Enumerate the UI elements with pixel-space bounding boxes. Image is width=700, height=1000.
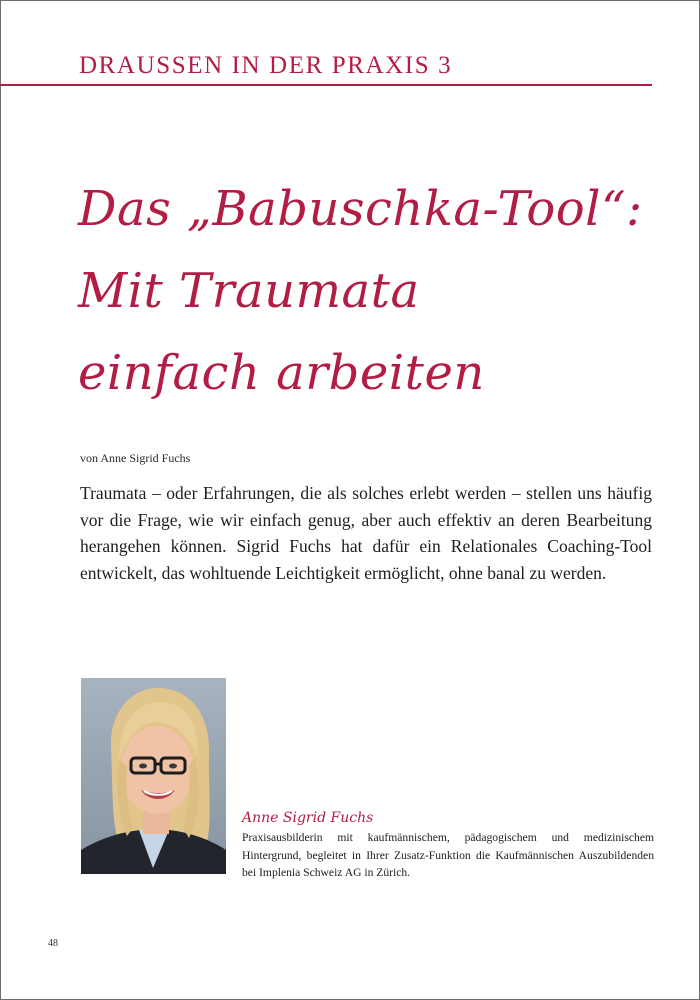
title-line-2: Mit Traumata: [78, 263, 420, 319]
title-line-3: einfach arbeiten: [78, 345, 485, 401]
section-header: DRAUSSEN IN DER PRAXIS 3: [79, 52, 453, 79]
byline: von Anne Sigrid Fuchs: [80, 451, 191, 465]
title-line-1: Das „Babuschka-Tool“:: [78, 181, 643, 237]
page-number: 48: [48, 938, 58, 949]
author-bio: Praxisausbilderin mit kaufmännischem, pädagogischem und medizinischem Hintergrund, begleitet in Ihrer Zusatz-Funktion die Kaufmännischen Auszubildenden bei Implenia Schweiz AG in Zürich.: [242, 831, 654, 879]
article-title: [78, 168, 678, 414]
author-photo: [81, 678, 226, 874]
header-rule: [0, 84, 652, 86]
author-name: Anne Sigrid Fuchs: [242, 810, 374, 826]
lead-paragraph: Traumata – oder Erfahrungen, die als solches erlebt werden – stellen uns häufig vor die Frage, wie wir einfach genug, aber auch effektiv an deren Bearbeitung herangehen können. Sigrid Fuchs hat dafür ein Relationales Coaching-Tool entwickelt, das wohltuende Leichtigkeit ermöglicht, ohne banal zu werden.: [80, 483, 652, 583]
